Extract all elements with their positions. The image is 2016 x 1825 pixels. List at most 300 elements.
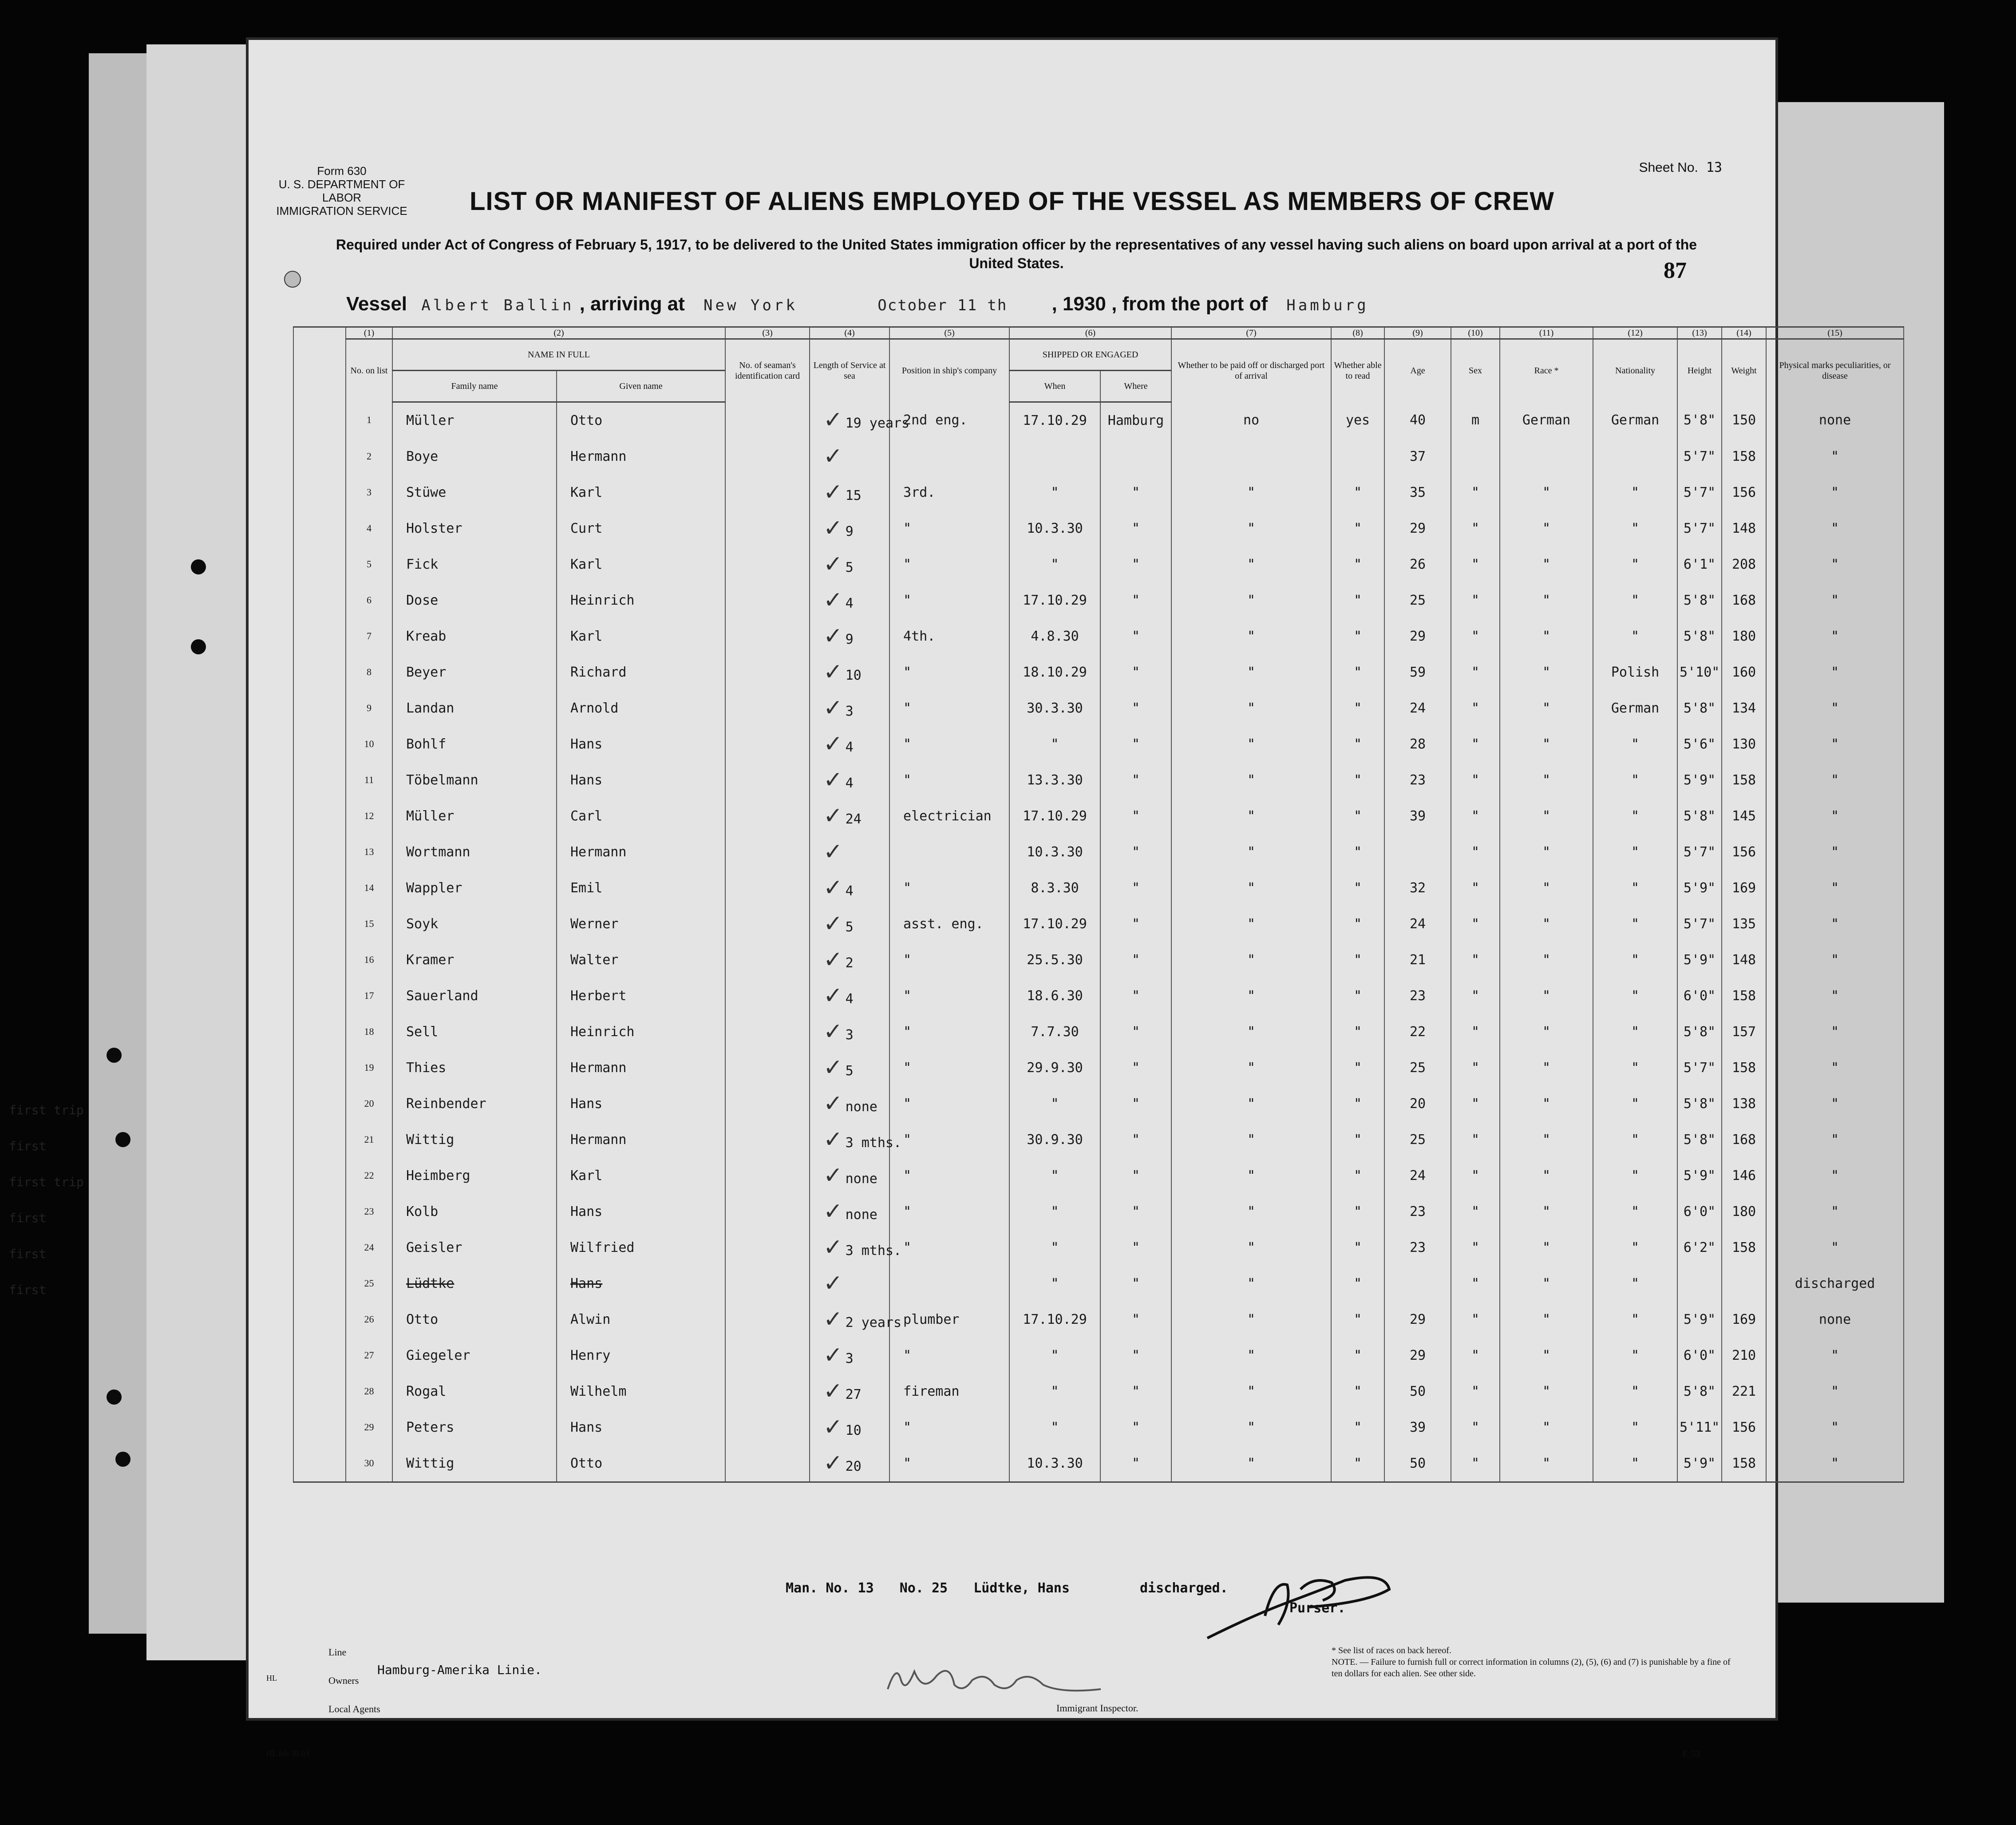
cell-length-of-service bbox=[810, 798, 889, 834]
manifest-sheet bbox=[249, 40, 1891, 1759]
col-blank bbox=[293, 327, 346, 402]
cell-shipped-where: " bbox=[1100, 1086, 1171, 1122]
cell-shipped-when: 30.9.30 bbox=[1009, 1122, 1100, 1158]
table-row bbox=[293, 762, 1904, 798]
cell-able-to-read: " bbox=[1331, 1086, 1384, 1122]
cell-weight: 210 bbox=[1722, 1338, 1766, 1374]
cell-row-number: 13 bbox=[346, 834, 392, 870]
cell-given-name: Karl bbox=[557, 546, 725, 582]
cell-paid-off: " bbox=[1171, 475, 1331, 511]
cell-height: 6'0" bbox=[1677, 978, 1722, 1014]
cell-physical-marks: " bbox=[1766, 798, 1904, 834]
cell-row-number: 16 bbox=[346, 942, 392, 978]
cell-nationality: " bbox=[1593, 798, 1677, 834]
cell-paid-off: " bbox=[1171, 654, 1331, 690]
service-value: 3 mths. bbox=[845, 1135, 902, 1151]
penalty-note: NOTE. — Failure to furnish full or correct information in columns (2), (5), (6) and (7) is punishable by a fine of ten dollars for each alien. See other side. bbox=[1332, 1657, 1731, 1679]
cell-sex: " bbox=[1451, 511, 1500, 546]
col-num-8: (8) bbox=[1331, 327, 1384, 339]
col-num-5: (5) bbox=[889, 327, 1009, 339]
cell-id-card bbox=[725, 1266, 810, 1302]
cell-position bbox=[889, 1266, 1009, 1302]
cell-race: " bbox=[1500, 1266, 1593, 1302]
table-row bbox=[293, 402, 1904, 439]
cell-given-name: Wilfried bbox=[557, 1230, 725, 1266]
cell-given-name: Carl bbox=[557, 798, 725, 834]
service-value: 4 bbox=[845, 740, 854, 755]
cell-age bbox=[1384, 834, 1451, 870]
cell-nationality: German bbox=[1593, 690, 1677, 726]
cell-weight: 148 bbox=[1722, 942, 1766, 978]
cell-row-number: 4 bbox=[346, 511, 392, 546]
cell-nationality: " bbox=[1593, 1086, 1677, 1122]
cell-given-name: Otto bbox=[557, 402, 725, 439]
cell-age: 25 bbox=[1384, 1122, 1451, 1158]
cell-shipped-when: " bbox=[1009, 1086, 1100, 1122]
cell-nationality: " bbox=[1593, 1445, 1677, 1482]
row-margin bbox=[293, 1194, 346, 1230]
check-mark-icon: ✓ bbox=[823, 1450, 843, 1477]
cell-shipped-when: 18.10.29 bbox=[1009, 654, 1100, 690]
cell-able-to-read: " bbox=[1331, 1374, 1384, 1409]
cell-age: 29 bbox=[1384, 1338, 1451, 1374]
service-value: 5 bbox=[845, 919, 854, 935]
punch-hole bbox=[284, 271, 301, 288]
cell-shipped-when: 8.3.30 bbox=[1009, 870, 1100, 906]
cell-given-name: Hans bbox=[557, 1086, 725, 1122]
cell-physical-marks: none bbox=[1766, 402, 1904, 439]
cell-shipped-where: " bbox=[1100, 798, 1171, 834]
table-row bbox=[293, 726, 1904, 762]
cell-height: 5'8" bbox=[1677, 690, 1722, 726]
cell-id-card bbox=[725, 978, 810, 1014]
check-mark-icon: ✓ bbox=[823, 1378, 843, 1405]
cell-nationality: " bbox=[1593, 1409, 1677, 1445]
cell-family-name: Lüdtke bbox=[392, 1266, 557, 1302]
cell-paid-off: " bbox=[1171, 618, 1331, 654]
cell-sex: " bbox=[1451, 618, 1500, 654]
cell-id-card bbox=[725, 1194, 810, 1230]
crew-table-body bbox=[293, 402, 1904, 1482]
cell-able-to-read: " bbox=[1331, 511, 1384, 546]
margin-note: first bbox=[9, 1211, 47, 1225]
row-margin bbox=[293, 762, 346, 798]
cell-weight: 157 bbox=[1722, 1014, 1766, 1050]
cell-race: " bbox=[1500, 546, 1593, 582]
cell-able-to-read: " bbox=[1331, 762, 1384, 798]
cell-sex: " bbox=[1451, 582, 1500, 618]
table-row bbox=[293, 1158, 1904, 1194]
cell-id-card bbox=[725, 1302, 810, 1338]
cell-given-name: Emil bbox=[557, 870, 725, 906]
cell-length-of-service bbox=[810, 475, 889, 511]
cell-given-name: Hans bbox=[557, 726, 725, 762]
footer-no: No. 25 bbox=[899, 1580, 948, 1596]
cell-shipped-where: " bbox=[1100, 475, 1171, 511]
cell-physical-marks: " bbox=[1766, 618, 1904, 654]
cell-sex: " bbox=[1451, 1122, 1500, 1158]
cell-row-number: 21 bbox=[346, 1122, 392, 1158]
cell-race: " bbox=[1500, 1374, 1593, 1409]
cell-length-of-service bbox=[810, 690, 889, 726]
cell-row-number: 2 bbox=[346, 439, 392, 475]
cell-given-name: Henry bbox=[557, 1338, 725, 1374]
cell-able-to-read: " bbox=[1331, 1409, 1384, 1445]
table-row bbox=[293, 1266, 1904, 1302]
cell-sex: " bbox=[1451, 1158, 1500, 1194]
cell-family-name: Heimberg bbox=[392, 1158, 557, 1194]
cell-position: " bbox=[889, 1230, 1009, 1266]
cell-race: " bbox=[1500, 834, 1593, 870]
cell-given-name: Alwin bbox=[557, 1302, 725, 1338]
cell-length-of-service bbox=[810, 1230, 902, 1266]
arrival-year: , 1930 bbox=[1051, 293, 1106, 315]
cell-length-of-service bbox=[810, 1338, 889, 1374]
cell-height: 5'9" bbox=[1677, 1158, 1722, 1194]
cell-able-to-read: " bbox=[1331, 1194, 1384, 1230]
check-mark-icon: ✓ bbox=[823, 1090, 843, 1117]
footer-man-no: Man. No. 13 bbox=[786, 1580, 874, 1596]
check-mark-icon: ✓ bbox=[823, 839, 843, 865]
service-value: 5 bbox=[845, 1063, 854, 1079]
cell-length-of-service bbox=[810, 1122, 902, 1158]
cell-weight: 180 bbox=[1722, 1194, 1766, 1230]
cell-id-card bbox=[725, 546, 810, 582]
header-paid-off: Whether to be paid off or discharged port of arrival bbox=[1171, 339, 1331, 402]
cell-id-card bbox=[725, 1086, 810, 1122]
cell-paid-off: " bbox=[1171, 1050, 1331, 1086]
check-mark-icon: ✓ bbox=[823, 659, 843, 685]
column-header-row bbox=[293, 339, 1904, 371]
col-num-6: (6) bbox=[1009, 327, 1171, 339]
form-number: Form 630 bbox=[317, 164, 367, 178]
cell-able-to-read: " bbox=[1331, 834, 1384, 870]
cell-able-to-read: " bbox=[1331, 1445, 1384, 1482]
punch-hole bbox=[115, 1452, 130, 1467]
cell-age: 24 bbox=[1384, 690, 1451, 726]
cell-height: 5'6" bbox=[1677, 726, 1722, 762]
page-number: 87 bbox=[1664, 258, 1687, 283]
row-margin bbox=[293, 1302, 346, 1338]
cell-given-name: Heinrich bbox=[557, 582, 725, 618]
margin-note: first trip bbox=[9, 1103, 84, 1117]
cell-able-to-read: " bbox=[1331, 690, 1384, 726]
service-value: 9 bbox=[845, 524, 854, 539]
header-able-read: Whether able to read bbox=[1331, 339, 1384, 402]
service-value: 4 bbox=[845, 883, 854, 899]
header-name-in-full: NAME IN FULL bbox=[392, 339, 725, 371]
cell-shipped-where: " bbox=[1100, 654, 1171, 690]
cell-paid-off: " bbox=[1171, 511, 1331, 546]
row-margin bbox=[293, 1014, 346, 1050]
cell-able-to-read: " bbox=[1331, 1050, 1384, 1086]
check-mark-icon: ✓ bbox=[823, 587, 843, 614]
cell-row-number: 17 bbox=[346, 978, 392, 1014]
punch-hole bbox=[191, 639, 206, 654]
cell-family-name: Soyk bbox=[392, 906, 557, 942]
cell-shipped-where: " bbox=[1100, 690, 1171, 726]
cell-race: " bbox=[1500, 511, 1593, 546]
cell-position: " bbox=[889, 762, 1009, 798]
cell-age: 29 bbox=[1384, 618, 1451, 654]
cell-nationality: " bbox=[1593, 475, 1677, 511]
col-num-15: (15) bbox=[1766, 327, 1904, 339]
service-name: IMMIGRATION SERVICE bbox=[276, 204, 407, 218]
cell-weight bbox=[1722, 1266, 1766, 1302]
cell-row-number: 20 bbox=[346, 1086, 392, 1122]
header-given-name: Given name bbox=[557, 370, 725, 402]
cell-race: " bbox=[1500, 1409, 1593, 1445]
cell-nationality: " bbox=[1593, 942, 1677, 978]
cell-shipped-when: 25.5.30 bbox=[1009, 942, 1100, 978]
cell-shipped-where: " bbox=[1100, 1338, 1171, 1374]
cell-row-number: 11 bbox=[346, 762, 392, 798]
vessel-label: Vessel bbox=[346, 293, 407, 315]
cell-able-to-read: " bbox=[1331, 1158, 1384, 1194]
table-row bbox=[293, 1445, 1904, 1482]
cell-family-name: Stüwe bbox=[392, 475, 557, 511]
cell-age: 40 bbox=[1384, 402, 1451, 439]
cell-physical-marks: " bbox=[1766, 1194, 1904, 1230]
cell-height: 5'9" bbox=[1677, 870, 1722, 906]
cell-age: 23 bbox=[1384, 1194, 1451, 1230]
table-row bbox=[293, 582, 1904, 618]
row-margin bbox=[293, 1374, 346, 1409]
col-num-4: (4) bbox=[810, 327, 889, 339]
cell-height: 5'8" bbox=[1677, 1374, 1722, 1409]
cell-height: 5'9" bbox=[1677, 1302, 1722, 1338]
cell-shipped-when: " bbox=[1009, 1230, 1100, 1266]
table-row bbox=[293, 511, 1904, 546]
cell-paid-off: " bbox=[1171, 690, 1331, 726]
cell-paid-off: " bbox=[1171, 1338, 1331, 1374]
cell-physical-marks: " bbox=[1766, 654, 1904, 690]
cell-position bbox=[889, 439, 1009, 475]
cell-race: " bbox=[1500, 1194, 1593, 1230]
service-value: 4 bbox=[845, 991, 854, 1007]
cell-weight: 208 bbox=[1722, 546, 1766, 582]
service-value: 4 bbox=[845, 776, 854, 791]
cell-height: 5'10" bbox=[1677, 654, 1722, 690]
footer-note bbox=[786, 1580, 1246, 1596]
row-margin bbox=[293, 978, 346, 1014]
table-row bbox=[293, 546, 1904, 582]
table-row bbox=[293, 690, 1904, 726]
cell-length-of-service bbox=[810, 834, 889, 870]
cell-nationality: " bbox=[1593, 546, 1677, 582]
cell-paid-off: " bbox=[1171, 1374, 1331, 1409]
row-margin bbox=[293, 654, 346, 690]
owners-label: Owners bbox=[328, 1675, 359, 1686]
check-mark-icon: ✓ bbox=[823, 407, 843, 434]
col-num-2: (2) bbox=[392, 327, 725, 339]
cell-id-card bbox=[725, 1230, 810, 1266]
cell-given-name: Wilhelm bbox=[557, 1374, 725, 1409]
table-row bbox=[293, 1194, 1904, 1230]
cell-paid-off: " bbox=[1171, 1409, 1331, 1445]
cell-shipped-where: " bbox=[1100, 1409, 1171, 1445]
cell-family-name: Müller bbox=[392, 798, 557, 834]
cell-shipped-where: " bbox=[1100, 1122, 1171, 1158]
cell-id-card bbox=[725, 1158, 810, 1194]
cell-sex: " bbox=[1451, 906, 1500, 942]
cell-shipped-when: 17.10.29 bbox=[1009, 798, 1100, 834]
cell-physical-marks: " bbox=[1766, 1338, 1904, 1374]
cell-id-card bbox=[725, 798, 810, 834]
cell-height: 6'0" bbox=[1677, 1338, 1722, 1374]
cell-able-to-read: " bbox=[1331, 475, 1384, 511]
cell-weight: 221 bbox=[1722, 1374, 1766, 1409]
cell-length-of-service bbox=[810, 1086, 889, 1122]
cell-weight: 158 bbox=[1722, 439, 1766, 475]
cell-given-name: Walter bbox=[557, 942, 725, 978]
punch-hole bbox=[107, 1048, 122, 1063]
cell-physical-marks: " bbox=[1766, 978, 1904, 1014]
cell-paid-off: " bbox=[1171, 906, 1331, 942]
cell-position: " bbox=[889, 726, 1009, 762]
margin-note: first bbox=[9, 1139, 47, 1153]
check-mark-icon: ✓ bbox=[823, 1126, 843, 1153]
cell-length-of-service bbox=[810, 1409, 889, 1445]
cell-sex: " bbox=[1451, 1302, 1500, 1338]
cell-paid-off: " bbox=[1171, 1086, 1331, 1122]
cell-physical-marks: " bbox=[1766, 1122, 1904, 1158]
check-mark-icon: ✓ bbox=[823, 803, 843, 829]
cell-given-name: Hans bbox=[557, 1409, 725, 1445]
cell-nationality: " bbox=[1593, 1050, 1677, 1086]
cell-race: " bbox=[1500, 798, 1593, 834]
cell-height: 5'7" bbox=[1677, 1050, 1722, 1086]
cell-family-name: Dose bbox=[392, 582, 557, 618]
sheet-number-value: 13 bbox=[1706, 160, 1722, 175]
cell-length-of-service bbox=[810, 654, 889, 690]
cell-id-card bbox=[725, 1050, 810, 1086]
cell-nationality: " bbox=[1593, 618, 1677, 654]
cell-paid-off: " bbox=[1171, 1158, 1331, 1194]
cell-shipped-when: 10.3.30 bbox=[1009, 1445, 1100, 1482]
header-weight: Weight bbox=[1722, 339, 1766, 402]
cell-sex: " bbox=[1451, 762, 1500, 798]
cell-length-of-service bbox=[810, 546, 889, 582]
cell-age: 39 bbox=[1384, 798, 1451, 834]
cell-shipped-when: " bbox=[1009, 1374, 1100, 1409]
row-margin bbox=[293, 798, 346, 834]
cell-sex: " bbox=[1451, 475, 1500, 511]
cell-age: 20 bbox=[1384, 1086, 1451, 1122]
check-mark-icon: ✓ bbox=[823, 1018, 843, 1045]
cell-row-number: 7 bbox=[346, 618, 392, 654]
cell-physical-marks: " bbox=[1766, 1445, 1904, 1482]
cell-family-name: Töbelmann bbox=[392, 762, 557, 798]
cell-id-card bbox=[725, 1014, 810, 1050]
cell-able-to-read: " bbox=[1331, 906, 1384, 942]
cell-weight: 158 bbox=[1722, 762, 1766, 798]
cell-age: 59 bbox=[1384, 654, 1451, 690]
cell-sex: m bbox=[1451, 402, 1500, 439]
table-row bbox=[293, 1086, 1904, 1122]
cell-height: 5'8" bbox=[1677, 1014, 1722, 1050]
cell-age: 23 bbox=[1384, 1230, 1451, 1266]
cell-paid-off: " bbox=[1171, 582, 1331, 618]
cell-weight: 135 bbox=[1722, 906, 1766, 942]
cell-shipped-when: 7.7.30 bbox=[1009, 1014, 1100, 1050]
row-margin bbox=[293, 1338, 346, 1374]
cell-paid-off: " bbox=[1171, 546, 1331, 582]
cell-race: " bbox=[1500, 654, 1593, 690]
cell-race: " bbox=[1500, 1338, 1593, 1374]
cell-weight: 146 bbox=[1722, 1158, 1766, 1194]
cell-nationality bbox=[1593, 439, 1677, 475]
service-value: 3 mths. bbox=[845, 1243, 902, 1259]
cell-shipped-when: 17.10.29 bbox=[1009, 906, 1100, 942]
cell-length-of-service bbox=[810, 439, 889, 475]
check-mark-icon: ✓ bbox=[823, 623, 843, 649]
cell-row-number: 14 bbox=[346, 870, 392, 906]
cell-id-card bbox=[725, 762, 810, 798]
cell-height: 5'7" bbox=[1677, 906, 1722, 942]
cell-given-name: Hermann bbox=[557, 834, 725, 870]
cell-sex: " bbox=[1451, 978, 1500, 1014]
cell-weight: 145 bbox=[1722, 798, 1766, 834]
header-no-on-list: No. on list bbox=[346, 339, 392, 402]
cell-given-name: Otto bbox=[557, 1445, 725, 1482]
cell-family-name: Bohlf bbox=[392, 726, 557, 762]
check-mark-icon: ✓ bbox=[823, 1342, 843, 1369]
check-mark-icon: ✓ bbox=[823, 1306, 843, 1333]
line-label: Line bbox=[328, 1647, 347, 1658]
col-num-7: (7) bbox=[1171, 327, 1331, 339]
cell-sex: " bbox=[1451, 1050, 1500, 1086]
cell-family-name: Thies bbox=[392, 1050, 557, 1086]
crew-table bbox=[293, 326, 1904, 1483]
margin-note: first trip bbox=[9, 1175, 84, 1189]
cell-position: " bbox=[889, 942, 1009, 978]
cell-weight: 168 bbox=[1722, 1122, 1766, 1158]
row-margin bbox=[293, 439, 346, 475]
cell-shipped-where: " bbox=[1100, 834, 1171, 870]
table-row bbox=[293, 978, 1904, 1014]
cell-position: " bbox=[889, 546, 1009, 582]
table-row bbox=[293, 798, 1904, 834]
arriving-label: , arriving at bbox=[579, 293, 685, 315]
cell-length-of-service bbox=[810, 1266, 889, 1302]
cell-position: " bbox=[889, 1086, 1009, 1122]
cell-nationality: " bbox=[1593, 1194, 1677, 1230]
cell-row-number: 23 bbox=[346, 1194, 392, 1230]
cell-paid-off: " bbox=[1171, 1302, 1331, 1338]
cell-position: " bbox=[889, 1122, 1009, 1158]
cell-row-number: 5 bbox=[346, 546, 392, 582]
cell-able-to-read: " bbox=[1331, 870, 1384, 906]
cell-row-number: 29 bbox=[346, 1409, 392, 1445]
cell-shipped-where: " bbox=[1100, 762, 1171, 798]
page-title: LIST OR MANIFEST OF ALIENS EMPLOYED OF THE VESSEL AS MEMBERS OF CREW bbox=[470, 187, 1554, 216]
cell-race: " bbox=[1500, 1050, 1593, 1086]
service-value: none bbox=[845, 1207, 878, 1223]
cell-position: 4th. bbox=[889, 618, 1009, 654]
cell-physical-marks: " bbox=[1766, 1158, 1904, 1194]
footer-discharged: discharged. bbox=[1140, 1580, 1228, 1596]
cell-row-number: 15 bbox=[346, 906, 392, 942]
header-marks: Physical marks peculiarities, or disease bbox=[1766, 339, 1904, 402]
inspector-label: Immigrant Inspector. bbox=[1056, 1702, 1138, 1714]
col-num-10: (10) bbox=[1451, 327, 1500, 339]
cell-row-number: 19 bbox=[346, 1050, 392, 1086]
cell-nationality: " bbox=[1593, 906, 1677, 942]
cell-position: electrician bbox=[889, 798, 1009, 834]
hl-date-mark: HL feb 30 Icl bbox=[266, 1749, 309, 1758]
service-value: 4 bbox=[845, 596, 854, 611]
